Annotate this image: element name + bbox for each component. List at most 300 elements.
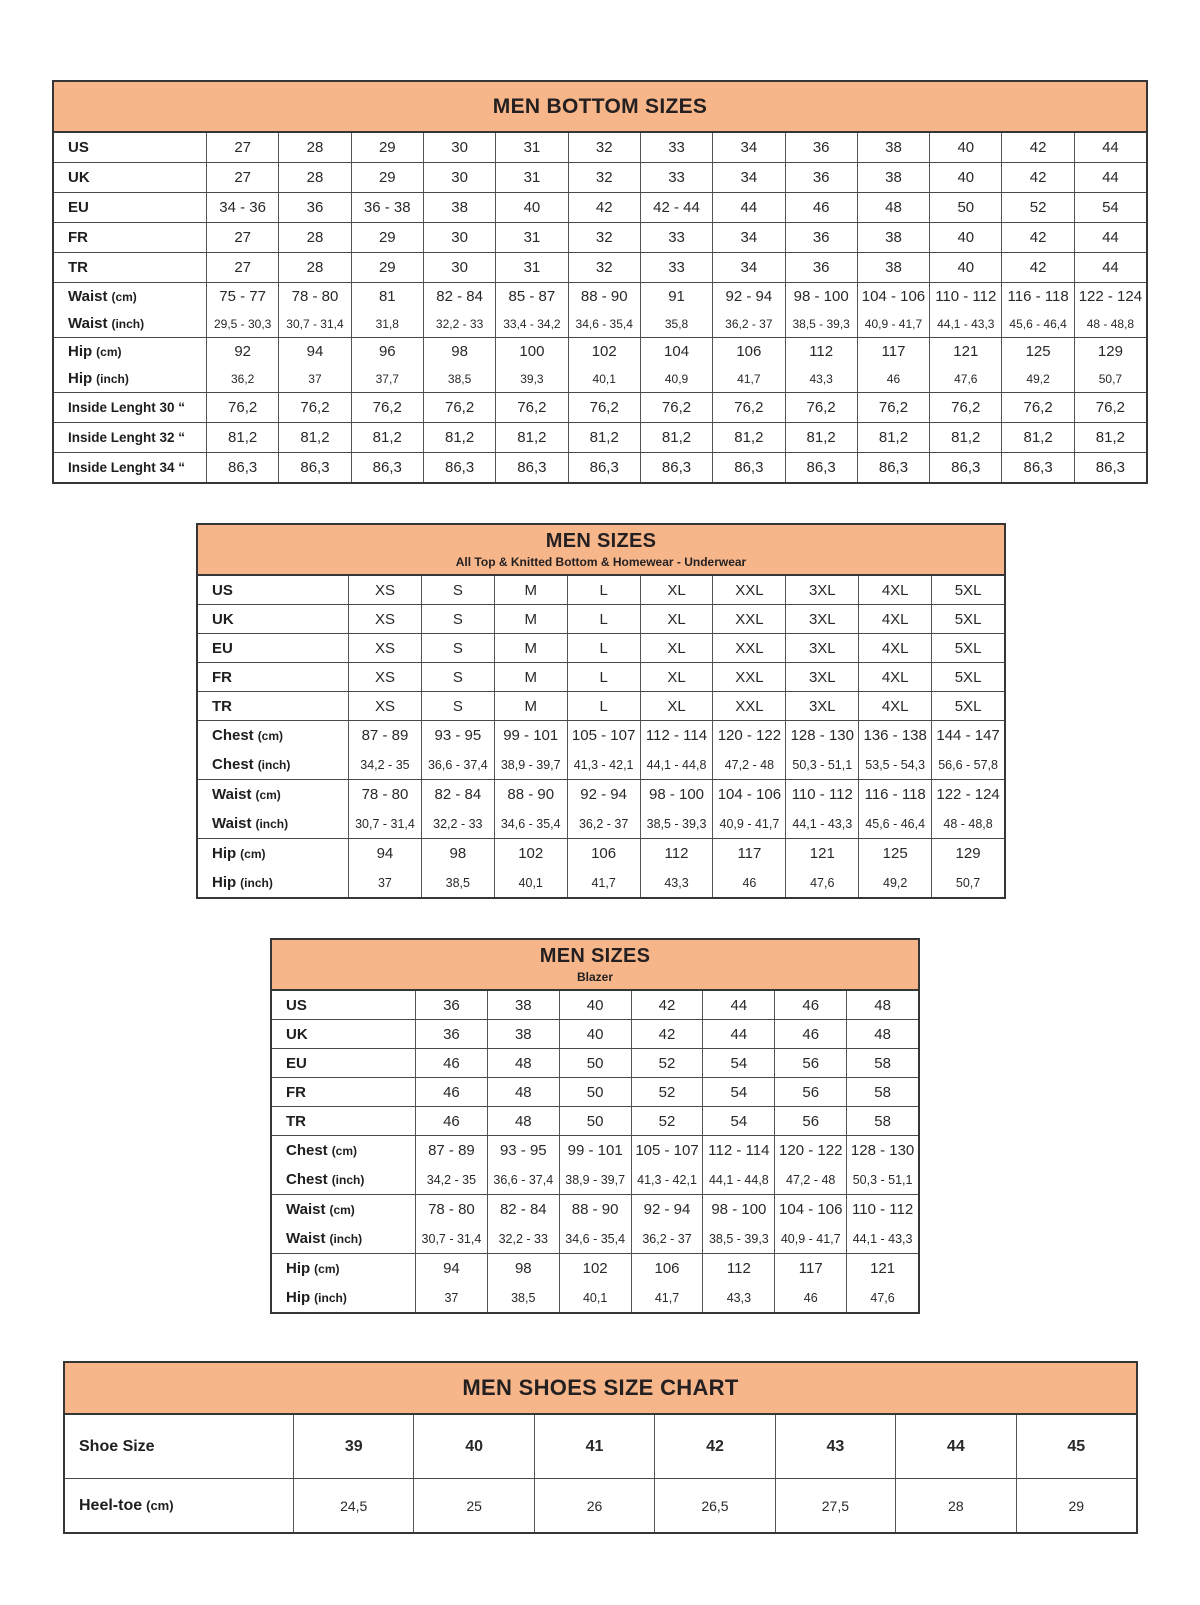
table-cell: 39 [293, 1415, 413, 1478]
table-cell: 27 [206, 253, 278, 282]
row-label-unit: (cm) [331, 1143, 358, 1158]
table-cell: 36 [785, 163, 857, 192]
table-cell: 40,1 [559, 1283, 631, 1312]
table-cell: 38,5 [423, 365, 495, 392]
table-row [198, 721, 1004, 750]
row-label-text: FR [212, 668, 232, 686]
table-row [54, 423, 1146, 452]
row-label [54, 365, 206, 392]
table-cell: 88 - 90 [568, 283, 640, 310]
row-label-unit: (inch) [257, 757, 291, 772]
table-cell: 44,1 - 44,8 [702, 1165, 774, 1194]
table-cell: 40,1 [568, 365, 640, 392]
table-cell: 81,2 [640, 423, 712, 452]
row-label-unit: (inch) [111, 316, 145, 331]
table-cell: 43,3 [702, 1283, 774, 1312]
table-cell: 41,3 - 42,1 [567, 750, 640, 779]
table-cell: 5XL [931, 663, 1004, 691]
row-label [272, 1165, 415, 1194]
table-cell: S [421, 634, 494, 662]
table-cell: 38,5 - 39,3 [702, 1224, 774, 1253]
table-cell: 125 [1001, 338, 1073, 365]
row-label-text: Waist [68, 315, 108, 332]
table-cell: 5XL [931, 692, 1004, 720]
table-cell: 40,9 - 41,7 [774, 1224, 846, 1253]
table-row [54, 365, 1146, 392]
table-cell: 4XL [858, 692, 931, 720]
row-label-unit: (cm) [255, 787, 281, 802]
table-cell: S [421, 576, 494, 604]
table-cell: 38,5 - 39,3 [640, 809, 713, 838]
table-cell: 125 [858, 839, 931, 868]
row-label-text: Inside Lenght 30 “ [68, 400, 186, 415]
row-label [272, 1136, 415, 1165]
table-cell: 144 - 147 [931, 721, 1004, 750]
row-label [272, 1078, 415, 1106]
table-cell: XL [640, 605, 713, 633]
row-label-text: TR [286, 1112, 306, 1130]
table-cell: 81,2 [423, 423, 495, 452]
row-group [54, 222, 1146, 252]
row-group [54, 337, 1146, 392]
table-cell: 38 [857, 253, 929, 282]
row-label-text: EU [212, 639, 233, 657]
table-cell: 46 [774, 991, 846, 1019]
table-cell: 40 [413, 1415, 533, 1478]
table-cell: 81,2 [278, 423, 350, 452]
row-label [54, 338, 206, 365]
row-label-text: Hip [212, 845, 237, 862]
table-cell: 42 [1001, 133, 1073, 162]
table-cell: 3XL [785, 634, 858, 662]
row-group [54, 452, 1146, 482]
table-cell: 92 - 94 [567, 780, 640, 809]
table-cell: M [494, 576, 567, 604]
table-cell: 98 - 100 [640, 780, 713, 809]
table-cell: 37 [415, 1283, 487, 1312]
table-cell: 40 [929, 223, 1001, 252]
table-cell: 3XL [785, 692, 858, 720]
table-header [198, 525, 1004, 576]
table-cell: 5XL [931, 605, 1004, 633]
table-cell: M [494, 634, 567, 662]
row-label [54, 283, 206, 310]
table-cell: 120 - 122 [774, 1136, 846, 1165]
table-cell: 34 [712, 223, 784, 252]
row-label-text: Inside Lenght 32 “ [68, 430, 186, 445]
row-label-text: Waist [212, 786, 252, 803]
table-cell: 100 [495, 338, 567, 365]
row-label-text: US [212, 581, 233, 599]
table-cell: 34,2 - 35 [348, 750, 421, 779]
table-subtitle: All Top & Knitted Bottom & Homewear - Underwear [455, 555, 747, 569]
table-cell: 86,3 [857, 453, 929, 482]
row-label [65, 1479, 293, 1532]
table-cell: 81,2 [206, 423, 278, 452]
men-bottom-sizes-table [52, 80, 1148, 484]
table-cell: 38 [487, 991, 559, 1019]
table-cell: XXL [712, 605, 785, 633]
table-cell: 41 [534, 1415, 654, 1478]
table-cell: 28 [895, 1479, 1015, 1532]
row-label-text: TR [212, 697, 232, 715]
table-cell: XS [348, 692, 421, 720]
row-group [54, 282, 1146, 337]
table-cell: 56,6 - 57,8 [931, 750, 1004, 779]
table-cell: 26 [534, 1479, 654, 1532]
table-cell: 31 [495, 133, 567, 162]
table-cell: 86,3 [568, 453, 640, 482]
table-row [54, 393, 1146, 422]
table-cell: 41,7 [712, 365, 784, 392]
table-cell: 34 [712, 163, 784, 192]
table-cell: 117 [857, 338, 929, 365]
table-cell: 40 [495, 193, 567, 222]
table-cell: 129 [931, 839, 1004, 868]
table-row [272, 1107, 918, 1135]
table-cell: 45,6 - 46,4 [858, 809, 931, 838]
table-cell: 28 [278, 253, 350, 282]
table-cell: 86,3 [1074, 453, 1146, 482]
table-cell: 29 [351, 133, 423, 162]
row-group [198, 779, 1004, 838]
table-cell: 81 [351, 283, 423, 310]
table-cell: 41,7 [567, 868, 640, 897]
table-row [65, 1415, 1136, 1478]
table-cell: 93 - 95 [421, 721, 494, 750]
table-row [54, 193, 1146, 222]
row-label-text: Hip [68, 343, 93, 360]
table-cell: 48 [846, 1020, 918, 1048]
table-cell: 27 [206, 133, 278, 162]
table-cell: 35,8 [640, 310, 712, 337]
row-label [198, 605, 348, 633]
table-cell: 81,2 [929, 423, 1001, 452]
table-cell: 36,2 [206, 365, 278, 392]
table-cell: L [567, 692, 640, 720]
table-cell: 76,2 [857, 393, 929, 422]
table-cell: 44 [712, 193, 784, 222]
table-cell: 92 - 94 [712, 283, 784, 310]
table-cell: 42 [568, 193, 640, 222]
table-cell: 38,9 - 39,7 [494, 750, 567, 779]
row-label [198, 692, 348, 720]
table-row [272, 1078, 918, 1106]
table-cell: 34,6 - 35,4 [559, 1224, 631, 1253]
table-cell: 34,6 - 35,4 [494, 809, 567, 838]
table-title: MEN SHOES SIZE CHART [462, 1375, 739, 1400]
table-cell: 42 [631, 991, 703, 1019]
table-cell: XS [348, 576, 421, 604]
table-cell: XXL [712, 576, 785, 604]
table-cell: 46 [415, 1107, 487, 1135]
row-label [54, 393, 206, 422]
row-label-text: Hip [286, 1289, 311, 1306]
table-cell: 86,3 [278, 453, 350, 482]
table-cell: 42 [654, 1415, 774, 1478]
table-cell: 34 [712, 133, 784, 162]
table-row [198, 692, 1004, 720]
table-cell: 98 - 100 [785, 283, 857, 310]
row-label-unit: (cm) [146, 1498, 174, 1513]
table-cell: 54 [1074, 193, 1146, 222]
table-title: MEN BOTTOM SIZES [492, 94, 708, 118]
table-cell: 116 - 118 [858, 780, 931, 809]
row-label-unit: (cm) [314, 1261, 340, 1276]
table-cell: 28 [278, 133, 350, 162]
table-cell: 36 [278, 193, 350, 222]
row-label-text: Hip [68, 370, 93, 387]
table-cell: 105 - 107 [567, 721, 640, 750]
table-cell: L [567, 663, 640, 691]
row-label-text: Inside Lenght 34 “ [68, 460, 186, 475]
table-cell: 43 [775, 1415, 895, 1478]
table-cell: 121 [929, 338, 1001, 365]
table-cell: 38,5 [421, 868, 494, 897]
table-cell: 37,7 [351, 365, 423, 392]
table-row [198, 868, 1004, 897]
row-label-unit: (cm) [329, 1202, 355, 1217]
table-row [54, 453, 1146, 482]
table-cell: 32 [568, 133, 640, 162]
table-cell: 44 [1074, 133, 1146, 162]
table-cell: M [494, 663, 567, 691]
row-group [198, 838, 1004, 897]
row-group [272, 1253, 918, 1312]
row-label [65, 1415, 293, 1478]
table-cell: 88 - 90 [494, 780, 567, 809]
row-label [198, 809, 348, 838]
table-cell: 33 [640, 133, 712, 162]
table-cell: 33 [640, 253, 712, 282]
row-label-text: FR [286, 1083, 306, 1101]
row-label [54, 163, 206, 192]
table-cell: XXL [712, 634, 785, 662]
table-cell: 46 [415, 1078, 487, 1106]
row-label [198, 721, 348, 750]
table-cell: 46 [774, 1283, 846, 1312]
table-cell: 117 [712, 839, 785, 868]
table-cell: 36,2 - 37 [567, 809, 640, 838]
table-cell: 102 [494, 839, 567, 868]
table-cell: 56 [774, 1107, 846, 1135]
table-body [65, 1415, 1136, 1532]
table-cell: 92 - 94 [631, 1195, 703, 1224]
table-cell: 50,3 - 51,1 [846, 1165, 918, 1194]
table-cell: 40 [929, 163, 1001, 192]
table-cell: 42 [1001, 163, 1073, 192]
table-cell: XL [640, 692, 713, 720]
row-group [54, 392, 1146, 422]
table-cell: 5XL [931, 576, 1004, 604]
table-cell: 86,3 [929, 453, 1001, 482]
table-cell: 29 [351, 253, 423, 282]
table-cell: 76,2 [206, 393, 278, 422]
table-cell: 38,5 [487, 1283, 559, 1312]
row-label [54, 223, 206, 252]
table-row [272, 1224, 918, 1253]
table-cell: 78 - 80 [415, 1195, 487, 1224]
table-cell: 117 [774, 1254, 846, 1283]
table-cell: 121 [785, 839, 858, 868]
table-cell: XS [348, 663, 421, 691]
table-cell: 33,4 - 34,2 [495, 310, 567, 337]
table-cell: 78 - 80 [348, 780, 421, 809]
table-cell: 46 [785, 193, 857, 222]
table-row [198, 663, 1004, 691]
table-cell: 94 [278, 338, 350, 365]
table-cell: 36 [415, 1020, 487, 1048]
table-row [198, 576, 1004, 604]
men-sizes-blazer-table [270, 938, 920, 1314]
table-cell: 54 [702, 1107, 774, 1135]
row-label-text: Waist [286, 1201, 326, 1218]
table-cell: 3XL [785, 576, 858, 604]
table-cell: 48 - 48,8 [931, 809, 1004, 838]
table-cell: 40 [929, 133, 1001, 162]
table-row [272, 1020, 918, 1048]
table-cell: 38 [857, 133, 929, 162]
row-label-text: UK [68, 169, 90, 186]
table-cell: XS [348, 605, 421, 633]
table-cell: 29 [351, 223, 423, 252]
row-group [272, 991, 918, 1019]
table-cell: 38,9 - 39,7 [559, 1165, 631, 1194]
table-cell: 31 [495, 163, 567, 192]
table-cell: 47,6 [846, 1283, 918, 1312]
table-cell: 36,2 - 37 [631, 1224, 703, 1253]
row-label-text: US [286, 996, 307, 1014]
table-cell: 87 - 89 [415, 1136, 487, 1165]
table-cell: 104 - 106 [774, 1195, 846, 1224]
table-cell: 30 [423, 253, 495, 282]
table-row [198, 605, 1004, 633]
table-cell: 47,6 [929, 365, 1001, 392]
table-cell: 38 [857, 223, 929, 252]
table-cell: XL [640, 576, 713, 604]
row-group [198, 720, 1004, 779]
row-label [272, 991, 415, 1019]
row-label [54, 253, 206, 282]
table-cell: 28 [278, 163, 350, 192]
table-cell: 98 - 100 [702, 1195, 774, 1224]
row-group [54, 422, 1146, 452]
table-cell: 33 [640, 163, 712, 192]
table-cell: 34 [712, 253, 784, 282]
table-cell: XL [640, 663, 713, 691]
table-cell: 92 [206, 338, 278, 365]
row-group [198, 662, 1004, 691]
table-body [272, 991, 918, 1312]
table-cell: 82 - 84 [421, 780, 494, 809]
table-cell: 102 [568, 338, 640, 365]
table-row [54, 310, 1146, 337]
table-cell: 94 [415, 1254, 487, 1283]
table-cell: 94 [348, 839, 421, 868]
table-cell: 46 [712, 868, 785, 897]
row-label-text: Chest [286, 1171, 328, 1188]
table-cell: 76,2 [1074, 393, 1146, 422]
table-cell: 40,1 [494, 868, 567, 897]
table-cell: 42 [631, 1020, 703, 1048]
men-sizes-top-table [196, 523, 1006, 899]
table-cell: 48 [487, 1078, 559, 1106]
table-cell: 38 [487, 1020, 559, 1048]
table-cell: 33 [640, 223, 712, 252]
table-cell: 99 - 101 [559, 1136, 631, 1165]
table-cell: 36,2 - 37 [712, 310, 784, 337]
table-cell: 40 [929, 253, 1001, 282]
table-cell: 98 [421, 839, 494, 868]
table-cell: 30 [423, 163, 495, 192]
table-body [54, 133, 1146, 482]
row-label-unit: (inch) [96, 371, 129, 386]
table-cell: 76,2 [785, 393, 857, 422]
row-label [54, 453, 206, 482]
table-cell: 48 [487, 1107, 559, 1135]
table-cell: 128 - 130 [785, 721, 858, 750]
row-label [54, 133, 206, 162]
table-cell: 76,2 [929, 393, 1001, 422]
table-cell: 76,2 [1001, 393, 1073, 422]
table-cell: 44 [1074, 163, 1146, 192]
table-cell: 25 [413, 1479, 533, 1532]
table-cell: 41,7 [631, 1283, 703, 1312]
table-cell: 104 - 106 [712, 780, 785, 809]
table-cell: 47,2 - 48 [712, 750, 785, 779]
row-label-text: UK [286, 1025, 308, 1043]
row-label-unit: (inch) [331, 1172, 365, 1187]
table-row [272, 1136, 918, 1165]
row-group [198, 576, 1004, 604]
row-label [198, 750, 348, 779]
table-row [272, 1165, 918, 1194]
table-row [272, 991, 918, 1019]
table-cell: 82 - 84 [487, 1195, 559, 1224]
row-label-text: Shoe Size [79, 1437, 155, 1455]
table-cell: 110 - 112 [846, 1195, 918, 1224]
table-cell: S [421, 692, 494, 720]
table-cell: 104 [640, 338, 712, 365]
row-label-text: TR [68, 259, 88, 276]
table-cell: 106 [567, 839, 640, 868]
table-cell: 31 [495, 223, 567, 252]
table-cell: 39,3 [495, 365, 567, 392]
table-cell: 129 [1074, 338, 1146, 365]
table-cell: 75 - 77 [206, 283, 278, 310]
table-cell: 122 - 124 [931, 780, 1004, 809]
table-cell: 112 [640, 839, 713, 868]
table-cell: 24,5 [293, 1479, 413, 1532]
table-row [54, 223, 1146, 252]
table-cell: 58 [846, 1049, 918, 1077]
table-cell: 82 - 84 [423, 283, 495, 310]
table-cell: 32,2 - 33 [421, 809, 494, 838]
table-cell: 36 [785, 223, 857, 252]
table-cell: 50,7 [1074, 365, 1146, 392]
row-label-text: US [68, 139, 89, 156]
table-cell: 56 [774, 1078, 846, 1106]
table-cell: XS [348, 634, 421, 662]
row-label-text: Hip [286, 1260, 311, 1277]
row-label-text: Waist [212, 815, 252, 832]
table-cell: 98 [423, 338, 495, 365]
table-cell: 81,2 [495, 423, 567, 452]
table-cell: 44 [895, 1415, 1015, 1478]
table-cell: 38 [423, 193, 495, 222]
table-cell: 88 - 90 [559, 1195, 631, 1224]
table-cell: 44,1 - 43,3 [929, 310, 1001, 337]
